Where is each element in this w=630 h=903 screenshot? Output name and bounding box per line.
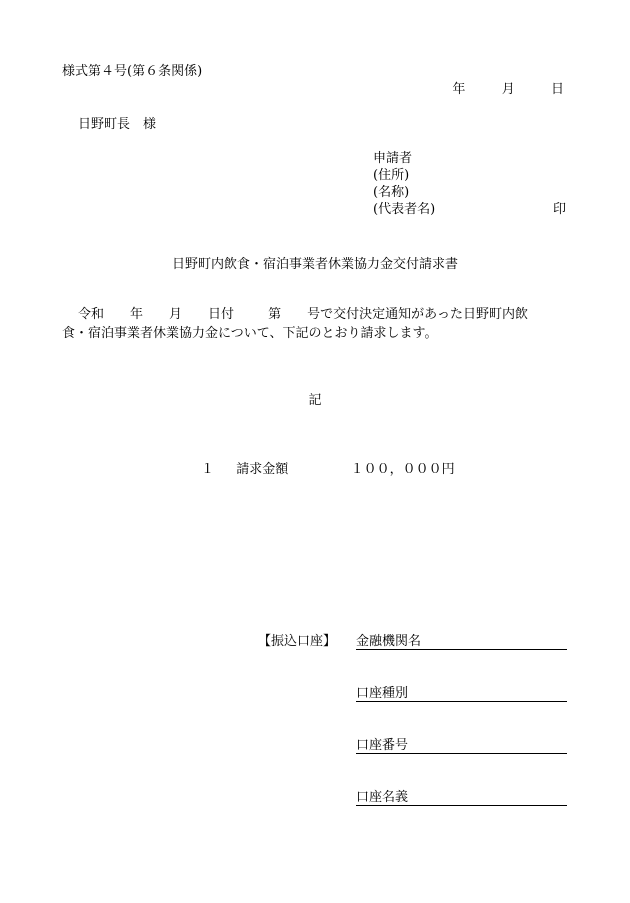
- claim-amount-row: [201, 462, 455, 478]
- date-line: [452, 82, 564, 98]
- date-day: 日: [550, 82, 564, 97]
- claim-label: 請求金額: [236, 462, 289, 477]
- applicant-address: (住所): [373, 168, 410, 183]
- body-number-label: 第: [268, 307, 282, 322]
- addressee: 日野町長 様: [78, 117, 157, 132]
- bank-account-heading: 【振込口座】: [258, 634, 337, 649]
- body-line-1: [62, 305, 568, 324]
- account-holder-field: 口座名義: [356, 790, 567, 806]
- claim-amount: １００，０００円: [350, 462, 455, 477]
- date-month: 月: [501, 82, 515, 97]
- body-day: 日付: [208, 307, 235, 322]
- applicant-label: 申請者: [373, 151, 413, 166]
- form-number: 様式第４号(第６条関係): [62, 64, 203, 79]
- body-line-1-rest: 号で交付決定通知があった日野町内飲: [307, 307, 528, 322]
- body-year: 年: [130, 307, 144, 322]
- body-line-2: 食・宿泊事業者休業協力金について、下記のとおり請求します。: [62, 326, 438, 341]
- era-label: 令和: [78, 307, 105, 322]
- account-number-field: 口座番号: [356, 738, 567, 754]
- applicant-block: [373, 150, 566, 218]
- claim-number: １: [201, 462, 215, 477]
- applicant-name: (名称): [373, 185, 410, 200]
- ki-heading: 記: [308, 393, 322, 408]
- bank-name-field: 金融機関名: [356, 634, 567, 650]
- applicant-representative: (代表者名): [373, 202, 436, 217]
- body-month: 月: [169, 307, 183, 322]
- request-body: [62, 305, 568, 343]
- seal-mark: 印: [552, 202, 566, 217]
- date-year: 年: [452, 82, 466, 97]
- document-title: 日野町内飲食・宿泊事業者休業協力金交付請求書: [171, 257, 458, 272]
- account-type-field: 口座種別: [356, 686, 567, 702]
- applicant-representative-row: [373, 201, 566, 218]
